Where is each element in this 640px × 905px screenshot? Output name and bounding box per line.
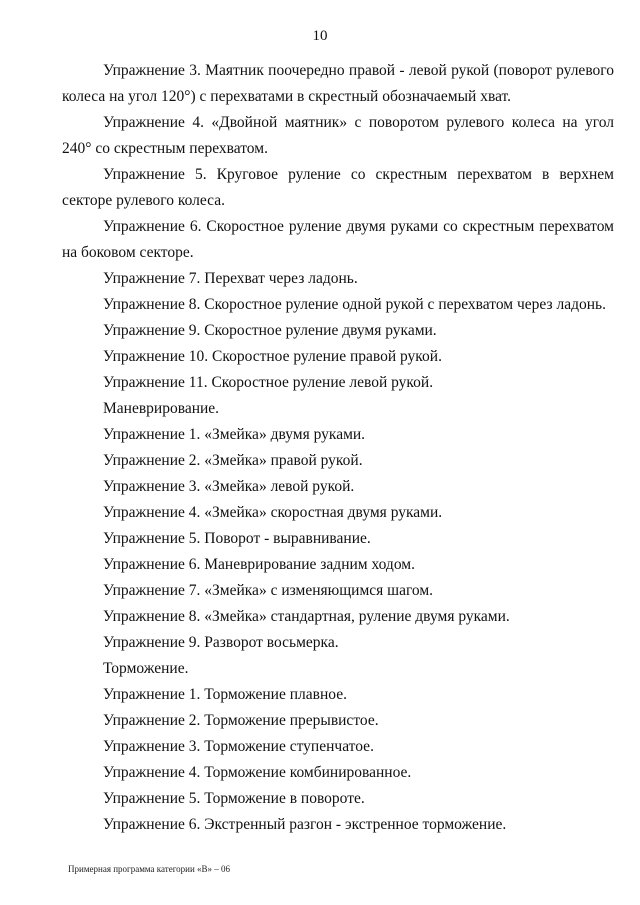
paragraph: Упражнение 6. Маневрирование задним ходом.: [103, 556, 415, 573]
paragraph: Упражнение 4. «Змейка» скоростная двумя руками.: [103, 504, 443, 521]
paragraph: Упражнение 11. Скоростное руление левой рукой.: [103, 374, 434, 391]
paragraph: Упражнение 9. Разворот восьмерка.: [103, 634, 339, 651]
paragraph: Упражнение 9. Скоростное руление двумя руками.: [103, 322, 437, 339]
paragraph: Упражнение 2. Торможение прерывистое.: [103, 712, 379, 729]
paragraph: Упражнение 6. Скоростное руление двумя руками со скрестным перехватом на боковом секторе.: [62, 218, 614, 261]
paragraph: Упражнение 5. Круговое руление со скрестным перехватом в верхнем секторе рулевого колеса.: [62, 166, 614, 209]
paragraph: Упражнение 10. Скоростное руление правой рукой.: [103, 348, 442, 365]
paragraph: Упражнение 7. «Змейка» с изменяющимся шагом.: [103, 582, 434, 599]
paragraph: Упражнение 3. «Змейка» левой рукой.: [103, 478, 355, 495]
page-number: 10: [312, 28, 328, 44]
paragraph: Упражнение 5. Поворот - выравнивание.: [103, 530, 371, 547]
paragraph: Упражнение 7. Перехват через ладонь.: [103, 270, 358, 287]
paragraph: Упражнение 3. Маятник поочередно правой - левой рукой (поворот рулевого колеса на угол 120°) с перехватами в скрестный обозначаемый хват.: [62, 62, 614, 105]
paragraph: Упражнение 8. «Змейка» стандартная, руление двумя руками.: [103, 608, 510, 625]
paragraph: Упражнение 4. Торможение комбинированное.: [103, 764, 412, 781]
paragraph: Упражнение 8. Скоростное руление одной рукой с перехватом через ладонь.: [103, 296, 606, 313]
paragraph: Упражнение 1. «Змейка» двумя руками.: [103, 426, 366, 443]
paragraph: Упражнение 5. Торможение в повороте.: [103, 790, 365, 807]
paragraph: Упражнение 3. Торможение ступенчатое.: [103, 738, 374, 755]
paragraph: Упражнение 1. Торможение плавное.: [103, 686, 347, 703]
section-heading: Маневрирование.: [103, 400, 220, 417]
paragraph: Упражнение 4. «Двойной маятник» с поворотом рулевого колеса на угол 240° со скрестным перехватом.: [62, 114, 614, 157]
paragraph: Упражнение 6. Экстренный разгон - экстренное торможение.: [103, 816, 507, 833]
page-body: [62, 58, 614, 838]
paragraph: Упражнение 2. «Змейка» правой рукой.: [103, 452, 363, 469]
page-footer: Примерная программа категории «В» – 06: [68, 864, 231, 874]
section-heading: Торможение.: [103, 660, 189, 677]
